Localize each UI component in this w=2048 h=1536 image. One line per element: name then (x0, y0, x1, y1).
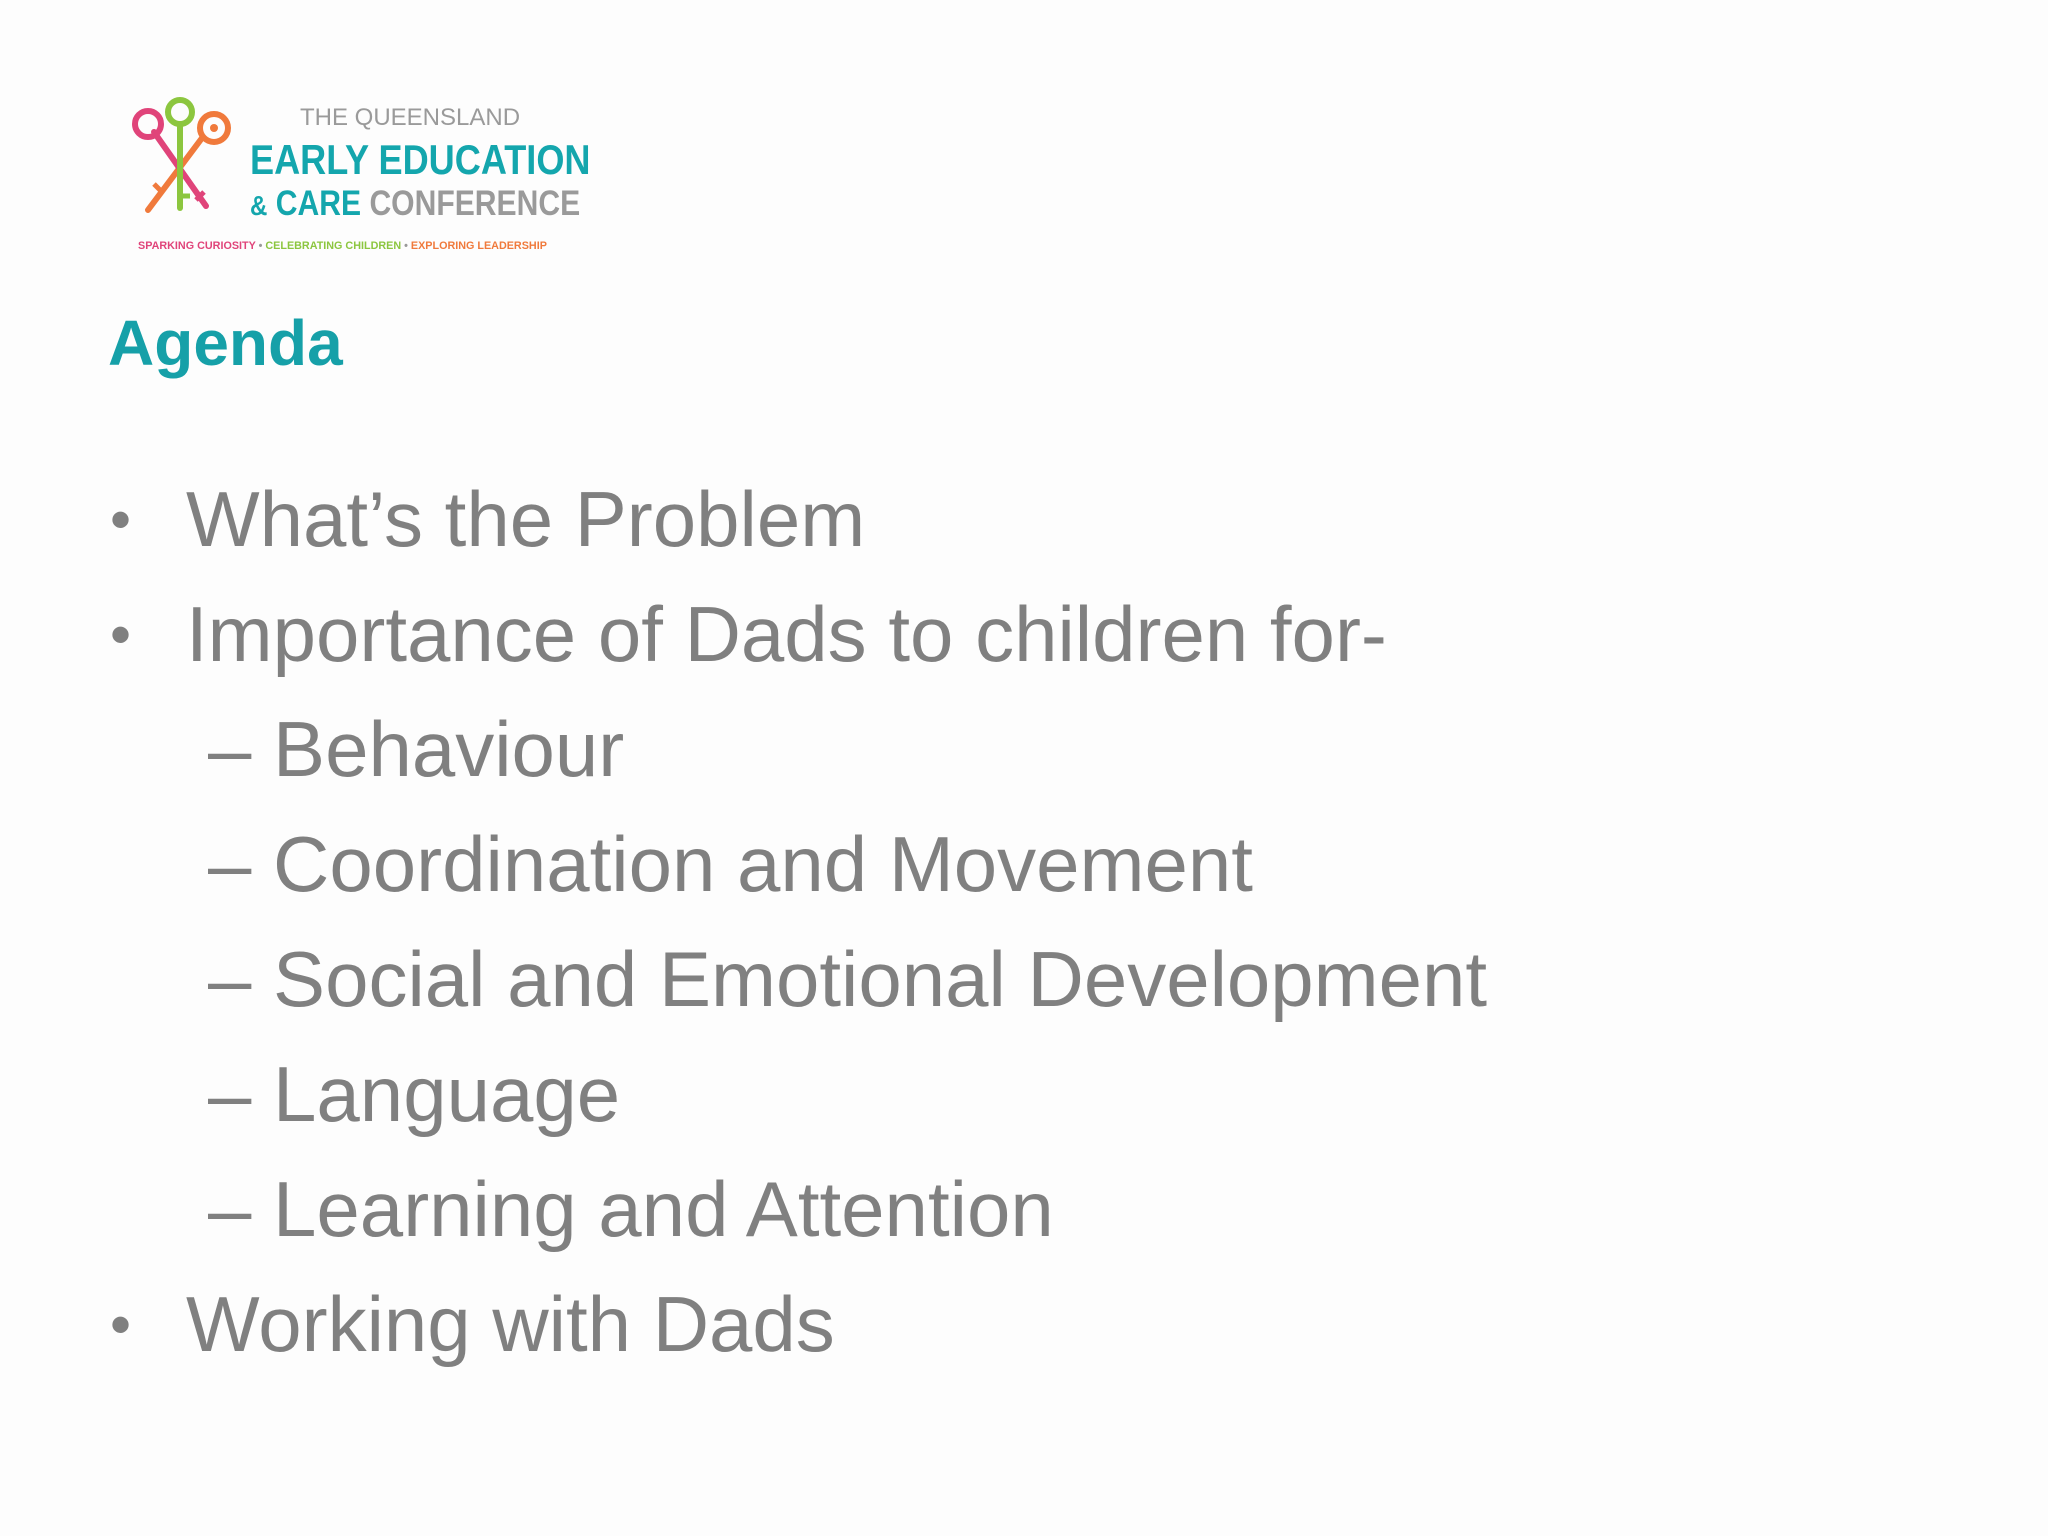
logo-conference: CONFERENCE (369, 184, 581, 223)
logo-kicker: THE QUEENSLAND (300, 104, 521, 131)
logo-ampersand: & (250, 190, 268, 221)
slide-title: Agenda (108, 307, 343, 379)
logo-tagline (138, 240, 547, 252)
keys-logo-icon (132, 96, 242, 216)
logo-care: CARE (275, 184, 362, 223)
agenda-subitem-text: – Social and Emotional Development (208, 935, 1488, 1023)
agenda-item-text: What’s the Problem (186, 475, 866, 563)
logo-line1: EARLY EDUCATION (250, 136, 591, 183)
agenda-subitem-text: – Behaviour (208, 705, 625, 793)
conference-logo (132, 96, 602, 266)
tagline-separator: • (258, 240, 263, 252)
agenda-subitem-text: – Language (208, 1050, 621, 1138)
bullet-icon: • (110, 601, 132, 668)
agenda-subitem-text: – Coordination and Movement (208, 820, 1253, 908)
agenda-item-text: Importance of Dads to children for- (186, 590, 1387, 678)
agenda-item-text: Working with Dads (186, 1280, 835, 1368)
agenda-subitem-text: – Learning and Attention (208, 1165, 1054, 1253)
bullet-icon: • (110, 1291, 132, 1358)
tagline-part3: EXPLORING LEADERSHIP (410, 240, 547, 252)
tagline-part2: CELEBRATING CHILDREN (265, 240, 402, 252)
logo-line2 (250, 184, 580, 224)
tagline-separator: • (404, 240, 408, 252)
bullet-icon: • (110, 486, 132, 553)
tagline-part1: SPARKING CURIOSITY (138, 240, 256, 252)
